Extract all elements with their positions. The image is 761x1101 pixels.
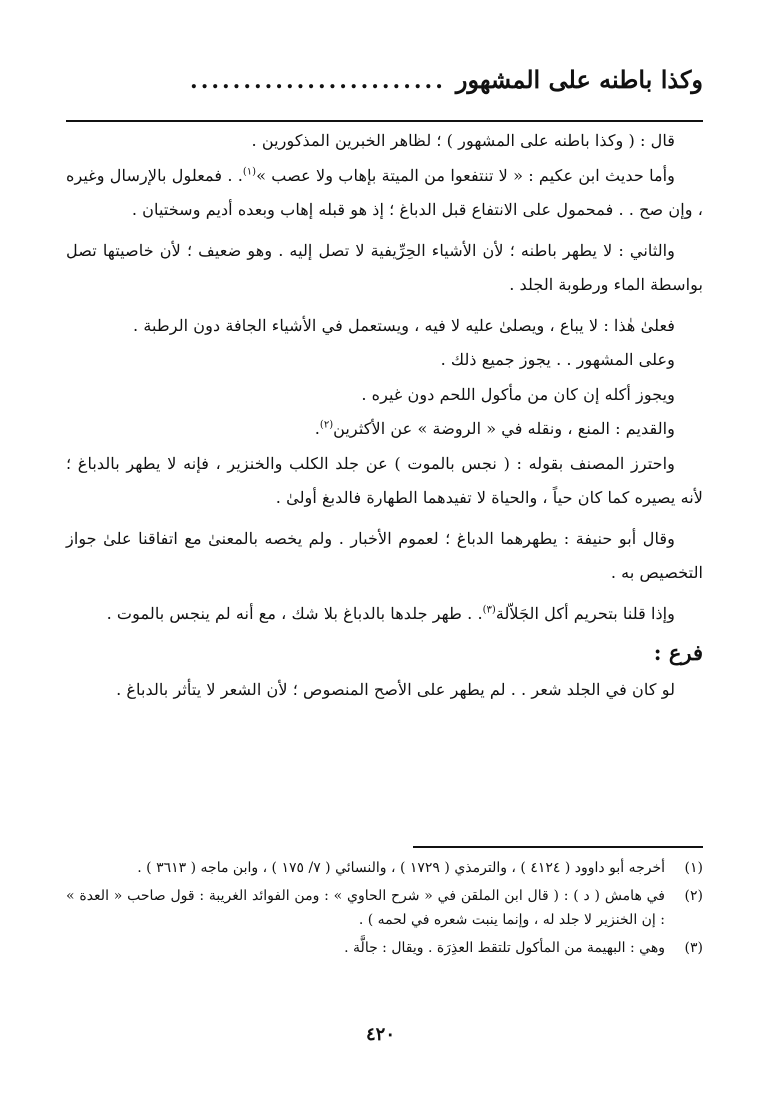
footnote [66,936,703,960]
footnote [66,884,703,932]
paragraph [66,597,703,632]
paragraph: واحترز المصنف بقوله : ( نجس بالموت ) عن جلد الكلب والخنزير ، فإنه لا يطهر بالدباغ ؛ لأنه يصيره كما كان حياً ، والحياة لا تفيدهما الطهارة فالدبغ أولىٰ . [66,453,703,507]
main-text [66,124,703,708]
footnote-text: أخرجه أبو داوود ( ٤١٢٤ ) ، والترمذي ( ١٧٢٩ ) ، والنسائي ( ٧/ ١٧٥ ) ، وابن ماجه ( ٣٦١٣ ) . [137,860,665,876]
paragraph: لو كان في الجلد شعر . . لم يطهر على الأصح المنصوص ؛ لأن الشعر لا يتأثر بالدباغ . [116,680,675,699]
paragraph-text: وإذا قلنا بتحريم أكل الجَلاّلة [495,603,675,623]
footnote [66,856,703,880]
footnote-number: (٢) [684,888,703,904]
footnote-rule [413,846,703,848]
running-header [66,48,703,94]
footnote-ref: (٣) [482,604,496,616]
paragraph-text: والقديم : المنع ، ونقله في « الروضة » عن الأكثرين [333,419,675,438]
paragraph-text: . . طهر جلدها بالدباغ بلا شك ، مع أنه لم ينجس بالموت . [106,603,483,623]
footnotes [66,856,703,964]
paragraph: فعلىٰ هٰذا : لا يباع ، ويصلىٰ عليه لا فيه ، ويستعمل في الأشياء الجافة دون الرطبة . [133,315,675,335]
paragraph: ويجوز أكله إن كان من مأكول اللحم دون غيره . [361,384,675,404]
paragraph [66,159,703,228]
running-header-dots: ........................ [190,68,446,94]
paragraph [66,412,703,447]
paragraph-text: . . فمعلول بالإرسال وغيره ، وإن صح . . فمحمول على الانتفاع قبل الدباغ ؛ إذ هو قبله إهاب وبعده أديم وسختيان . [66,165,703,219]
branch-heading: فرع : [653,640,703,665]
running-header-title: وكذا باطنه على المشهور [455,65,703,94]
paragraph: وعلى المشهور . . يجوز جميع ذلك . [440,350,675,369]
footnote-text: وهي : البهيمة من المأكول تلتقط العذِرَة . ويقال : جالَّة . [344,940,665,956]
footnote-text: في هامش ( د ) : ( قال ابن الملقن في « شرح الحاوي » : ومن الفوائد الغريبة : قول صاحب « العدة » : إن الخنزير لا جلد له ، وإنما ينبت شعره في لحمه ) . [66,888,665,928]
paragraph: قال : ( وكذا باطنه على المشهور ) ؛ لظاهر الخبرين المذكورين . [251,131,675,150]
header-rule [66,120,703,122]
page-number: ٤٢٠ [365,1024,395,1045]
footnote-number: (١) [684,860,703,876]
footnote-number: (٣) [684,940,703,956]
footnote-ref: (٢) [319,419,334,431]
paragraph: وقال أبو حنيفة : يطهرهما الدباغ ؛ لعموم الأخبار . ولم يخصه بالمعنىٰ مع اتفاقنا علىٰ جواز التخصيص به . [66,528,703,582]
footnote-ref: (١) [242,166,257,178]
paragraph: والثاني : لا يطهر باطنه ؛ لأن الأشياء الحِرِّيفية لا تصل إليه . وهو ضعيف ؛ لأن خاصيتها تصل بواسطة الماء ورطوبة الجلد . [66,240,703,294]
paragraph-text: . [314,419,320,438]
paragraph-text: وأما حديث ابن عكيم : « لا تنتفعوا من الميتة بإهاب ولا عصب » [256,165,675,185]
